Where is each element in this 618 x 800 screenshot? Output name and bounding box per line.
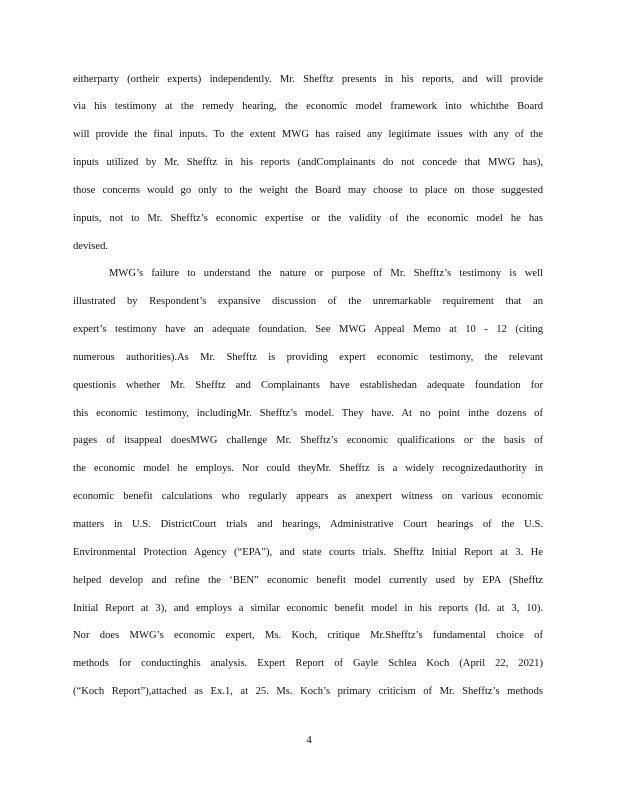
- text-line: (“Koch Report”),attached as Ex.1, at 25. Ms. Koch’s primary criticism of Mr. Shefftz’s methods: [73, 686, 543, 697]
- text-line: matters in U.S. DistrictCourt trials and hearings, Administrative Court hearings of the U.S.: [73, 519, 543, 530]
- text-line: inputs utilized by Mr. Shefftz in his reports (andComplainants do not concede that MWG has),: [73, 157, 543, 168]
- text-line: eitherparty (ortheir experts) independently. Mr. Shefftz presents in his reports, and will provide: [73, 74, 543, 85]
- text-line: expert’s testimony have an adequate foundation. See MWG Appeal Memo at 10 - 12 (citing: [73, 324, 543, 335]
- text-line: numerous authorities).As Mr. Shefftz is providing expert economic testimony, the relevant: [73, 352, 543, 363]
- text-line: helped develop and refine the ‘BEN” economic benefit model currently used by EPA (Shefftz: [73, 575, 543, 586]
- page-number: 4: [306, 734, 312, 746]
- text-line: the economic model he employs. Nor could theyMr. Shefftz is a widely recognizedauthority in: [73, 463, 543, 474]
- text-line: will provide the final inputs. To the extent MWG has raised any legitimate issues with any of the: [73, 129, 543, 140]
- text-line: those concerns would go only to the weight the Board may choose to place on those suggested: [73, 185, 543, 196]
- text-line: pages of itsappeal doesMWG challenge Mr. Shefftz’s economic qualifications or the basis of: [73, 435, 543, 446]
- text-line: MWG’s failure to understand the nature or purpose of Mr. Shefftz’s testimony is well: [109, 268, 543, 279]
- text-line: this economic testimony, includingMr. Shefftz’s model. They have. At no point inthe dozens of: [73, 408, 543, 419]
- text-line: Nor does MWG’s economic expert, Ms. Koch, critique Mr.Shefftz’s fundamental choice of: [73, 630, 543, 641]
- text-line: methods for conductinghis analysis. Expert Report of Gayle Schlea Koch (April 22, 2021): [73, 658, 543, 669]
- text-line: illustrated by Respondent’s expansive discussion of the unremarkable requirement that an: [73, 296, 543, 307]
- text-line: via his testimony at the remedy hearing, the economic model framework into whichthe Board: [73, 101, 543, 112]
- text-line: inputs, not to Mr. Shefftz’s economic expertise or the validity of the economic model he has: [73, 213, 543, 224]
- text-line: questionis whether Mr. Shefftz and Complainants have establishedan adequate foundation for: [73, 380, 543, 391]
- text-line: Environmental Protection Agency (“EPA”), and state courts trials. Shefftz Initial Report at 3. He: [73, 547, 543, 558]
- text-line: devised.: [73, 241, 109, 252]
- text-line: economic benefit calculations who regularly appears as anexpert witness on various economic: [73, 491, 543, 502]
- text-line: Initial Report at 3), and employs a similar economic benefit model in his reports (Id. at 3, 10).: [73, 603, 543, 614]
